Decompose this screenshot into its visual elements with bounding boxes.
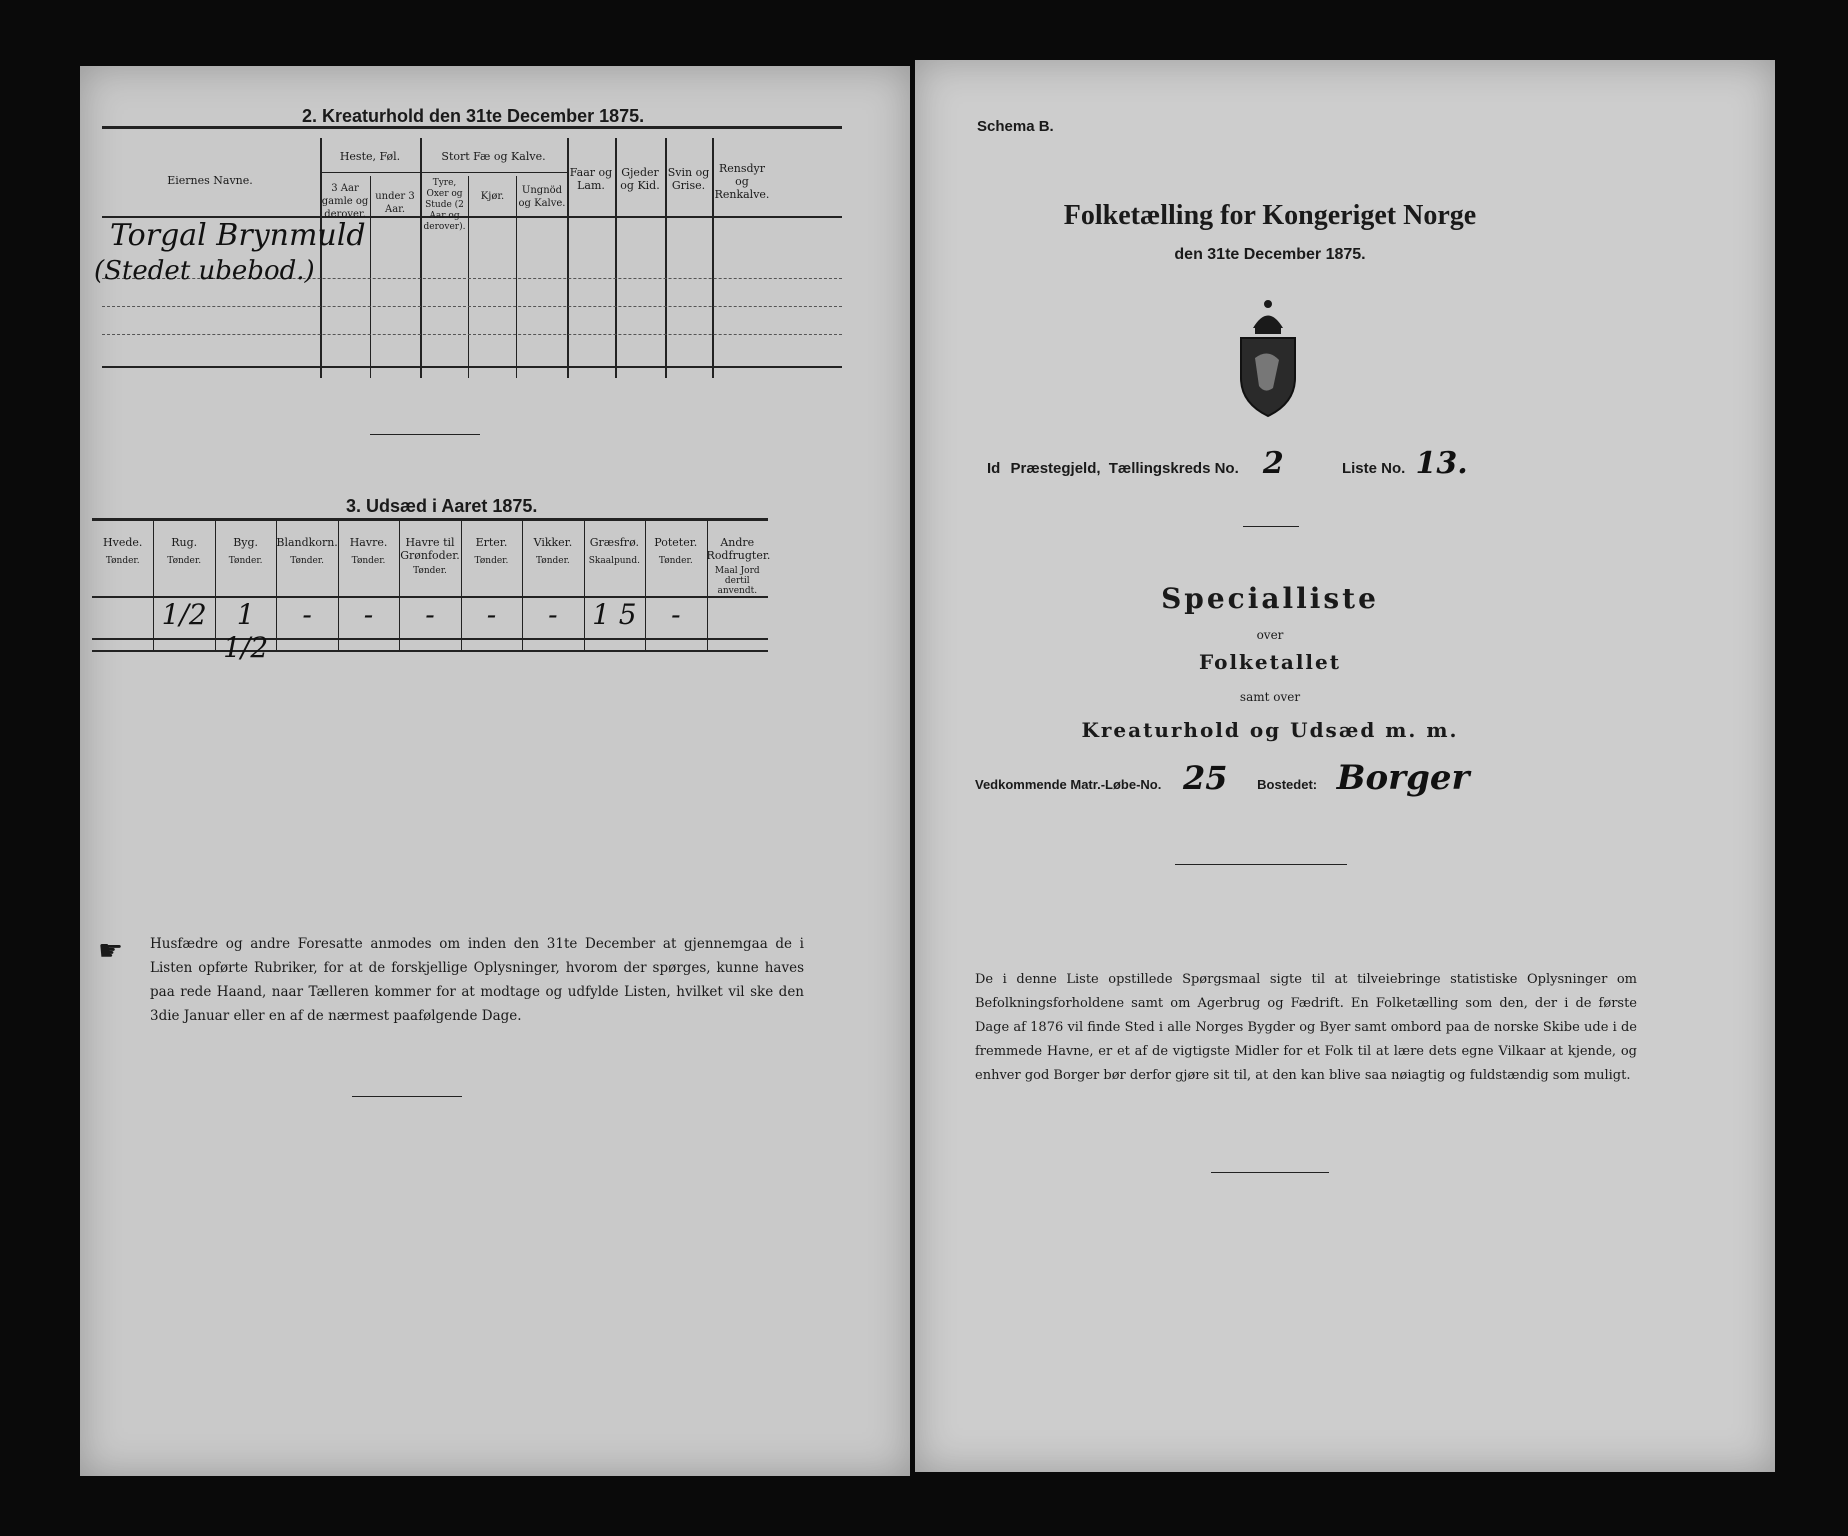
samt-over-text: samt over — [1239, 690, 1301, 704]
seed-unit-4: Tønder. — [351, 556, 386, 566]
seed-unit-5: Tønder. — [413, 566, 447, 576]
seed-unit-9: Tønder. — [658, 556, 693, 566]
seed-header-1: Rug. — [171, 536, 198, 549]
pointing-hand-icon: ☛ — [98, 934, 124, 967]
footer-text: De i denne Liste opstillede Spørgsmaal sigte til at tilveiebringe statistiske Oplysninger om Befolkningsforholdene samt om Agerbrug og Fædrift. En Folketælling som den, der i de første Dage af 1876 vil finde Sted i alle Norges Bygder og Byer samt ombord paa de norske Skibe ude i de fremmede Havne, er et af de vigtigste Midler for et Folk til at lære dets egne Vilkaar at kjende, og enhver god Borger bør derfor gjøre sit til, at den kan blive saa nøiagtig og fuldstændig som muligt. — [975, 972, 1637, 1083]
seed-header-5: Havre til Grønfoder. — [400, 536, 460, 562]
left-page — [80, 66, 910, 1476]
seed-header-2: Byg. — [233, 536, 259, 549]
parish-label: Præstegjeld, — [1010, 460, 1101, 477]
owner-note: (Stedet ubebod.) — [94, 256, 315, 286]
form-date: den 31te December 1875. — [1174, 246, 1366, 263]
folketallet-text: Folketallet — [1199, 650, 1341, 674]
seed-unit-10: Maal Jord dertil anvendt. — [714, 566, 760, 596]
header-cattle-bulls: Tyre, Oxer og Stude (2 Aar og derover). — [423, 178, 466, 232]
header-goats: Gjeder og Kid. — [620, 166, 660, 192]
parish-prefix: Id — [987, 460, 1001, 477]
specialliste-title: Specialliste — [1161, 582, 1379, 615]
schema-label: Schema B. — [977, 118, 1054, 135]
header-cattle-cows: Kjør. — [480, 191, 505, 202]
right-page — [915, 60, 1775, 1472]
seed-header-6: Erter. — [475, 536, 508, 549]
instructions-text: Husfædre og andre Foresatte anmodes om inden den 31te December at gjennemgaa de i Listen opførte Rubriker, for at de forskjellige Oplysninger, hvorom der spørges, kunne haves paa rede Haand, naar Tælleren kommer for at modtage og udfylde Listen, hvilket vil ske den 3die Januar eller en af de nærmest paafølgende Dage. — [150, 936, 804, 1024]
seed-value-2: 1 1/2 — [223, 598, 269, 664]
header-reindeer: Rensdyr og Renkalve. — [714, 162, 770, 201]
header-cattle: Stort Fæ og Kalve. — [441, 150, 546, 163]
seed-value-9: - — [671, 598, 681, 631]
list-no: 13. — [1415, 446, 1468, 481]
seed-value-4: - — [363, 598, 374, 631]
seed-unit-1: Tønder. — [167, 556, 202, 566]
header-horses-under3: under 3 Aar. — [375, 191, 415, 215]
seed-unit-2: Tønder. — [228, 556, 263, 566]
kreatur-text: Kreaturhold og Udsæd m. m. — [1081, 718, 1459, 742]
header-horses: Heste, Føl. — [339, 150, 401, 163]
coat-of-arms-icon — [1233, 298, 1303, 418]
seed-header-7: Vikker. — [533, 536, 573, 549]
header-pigs: Svin og Grise. — [667, 166, 710, 192]
owner-name: Torgal Brynmuld — [110, 218, 366, 253]
seed-value-1: 1/2 — [161, 598, 207, 631]
seed-header-0: Hvede. — [103, 536, 143, 549]
header-owner: Eiernes Navne. — [167, 174, 253, 187]
matr-label: Vedkommende Matr.-Løbe-No. — [975, 777, 1162, 792]
form-title: Folketælling for Kongeriget Norge — [1063, 200, 1477, 231]
header-sheep: Faar og Lam. — [569, 166, 613, 192]
parish-line — [987, 446, 1647, 481]
seed-header-3: Blandkorn. — [276, 536, 338, 549]
seed-unit-6: Tønder. — [474, 556, 509, 566]
over-text-1: over — [1256, 628, 1284, 642]
seed-unit-0: Tønder. — [105, 556, 140, 566]
seed-header-10: Andre Rodfrugter. — [706, 536, 771, 562]
header-horses-3yr: 3 Aar gamle og derover. — [321, 183, 369, 220]
seed-value-7: - — [548, 598, 558, 631]
matr-line — [975, 758, 1675, 798]
seed-unit-8: Skaalpund. — [588, 556, 640, 566]
seed-value-5: - — [425, 598, 435, 631]
seed-header-4: Havre. — [349, 536, 388, 549]
matr-no: 25 — [1183, 759, 1228, 797]
section3-title: 3. Udsæd i Aaret 1875. — [346, 496, 538, 516]
seed-value-3: - — [302, 598, 312, 631]
bostedet-value: Borger — [1336, 758, 1470, 798]
section2-title: 2. Kreaturhold den 31te December 1875. — [302, 106, 645, 126]
seed-unit-3: Tønder. — [290, 556, 324, 566]
seed-value-8: 1 5 — [592, 598, 637, 631]
list-label: Liste No. — [1341, 460, 1406, 477]
seed-header-8: Græsfrø. — [589, 536, 639, 549]
seed-value-6: - — [486, 598, 497, 631]
seed-header-9: Poteter. — [654, 536, 698, 549]
seed-unit-7: Tønder. — [536, 556, 570, 566]
district-no: 2 — [1262, 446, 1284, 481]
district-label: Tællingskreds No. — [1108, 460, 1239, 477]
header-cattle-young: Ungnöd og Kalve. — [518, 185, 566, 209]
bostedet-label: Bostedet: — [1257, 777, 1318, 792]
